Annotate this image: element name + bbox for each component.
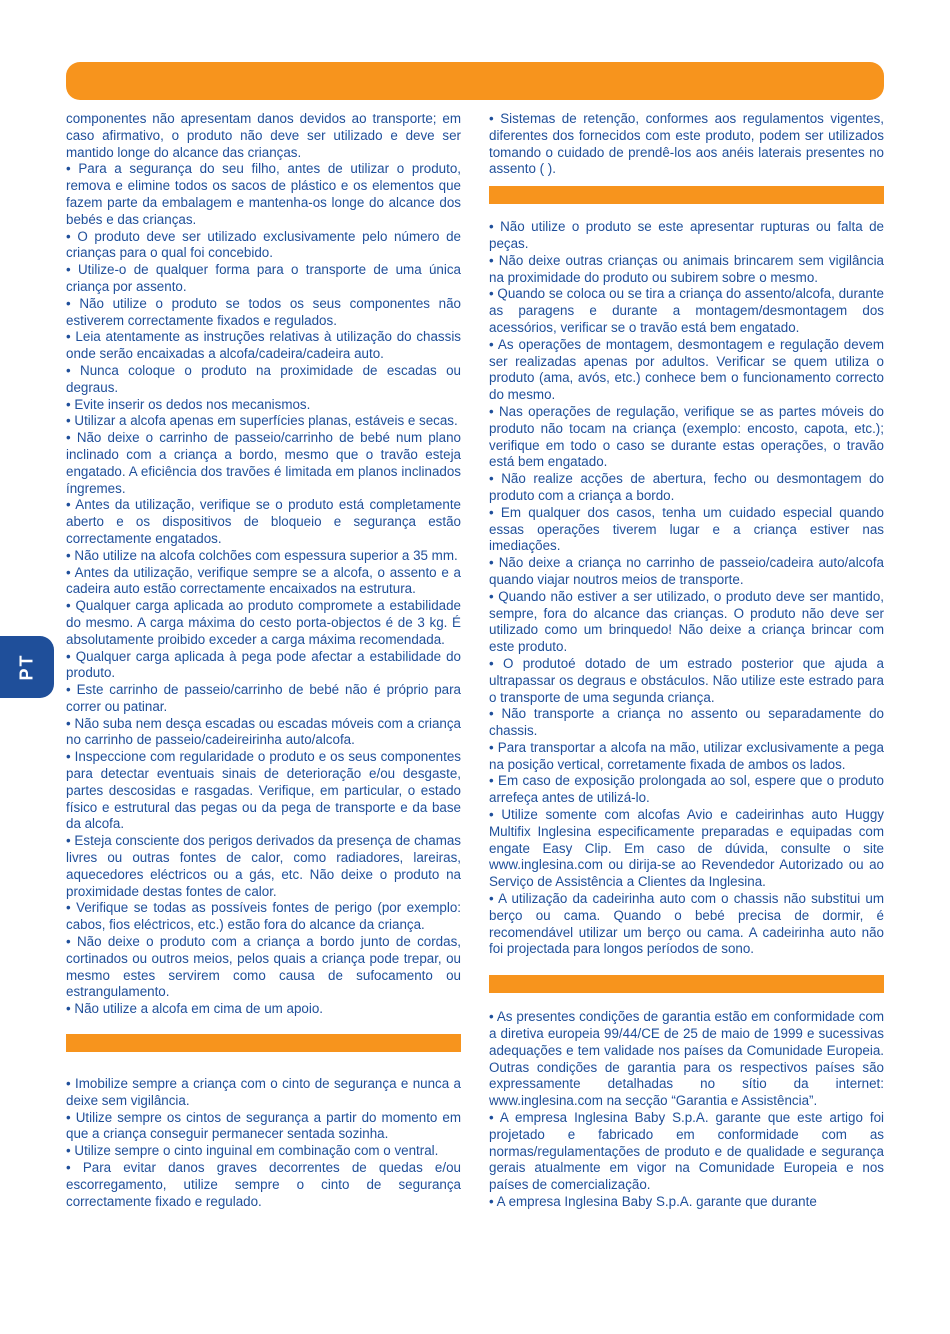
paragraph: • Utilize-o de qualquer forma para o transporte de uma única criança por assento. [66, 262, 461, 294]
paragraph: • Nas operações de regulação, verifique se as partes móveis do produto não tocam na criança (exemplo: encosto, capota, etc.); verifique em todo o caso se durante estas operações, o travão está bem engatado. [489, 403, 884, 470]
paragraph: • Evite inserir os dedos nos mecanismos. [66, 396, 311, 412]
paragraph: • Para transportar a alcofa na mão, utilizar exclusivamente a pega na posição vertical, corretamente fixada de ambos os lados. [489, 739, 884, 772]
paragraph: • Utilizar a alcofa apenas em superfícies planas, estáveis e secas. [66, 413, 458, 429]
paragraph: • Não deixe a criança no carrinho de passeio/cadeira auto/alcofa quando viajar noutros meios de transporte. [489, 555, 884, 587]
paragraph: • A utilização da cadeirinha auto com o chassis não substitui um berço ou cama. Quando o bebé precisa de dormir, é recomendável utilizar um berço ou cama. A cadeirinha auto não foi projectada para longos períodos de sono. [489, 891, 884, 957]
paragraph: • Quando não estiver a ser utilizado, o produto deve ser mantido, sempre, fora do alcance das crianças. O produto não deve ser utilizado como um brinquedo! Não deixe a criança brincar com este produto. [489, 588, 884, 655]
paragraph: • Em caso de exposição prolongada ao sol, espere que o produto arrefeça antes de utilizá-lo. [489, 773, 884, 806]
paragraph: • Inspeccione com regularidade o produto e os seus componentes para detectar eventuais sinais de deterioração e/ou desgaste, partes descosidas e rasgadas. Verifique, em particular, o estado físico e estrutural das pegas ou da pega de transporte e da base da alcofa. [66, 749, 461, 832]
left-seatbelt-paragraphs [66, 1076, 461, 1210]
header-bar [66, 62, 884, 100]
right-warranty-paragraphs [489, 1009, 884, 1211]
paragraph: • Não utilize na alcofa colchões com espessura superior a 35 mm. [66, 547, 458, 563]
paragraph: • Utilize sempre o cinto inguinal em combinação com o ventral. [66, 1143, 439, 1159]
paragraph: componentes não apresentam danos devidos ao transporte; em caso afirmativo, o produto não deve ser utilizado e deve ser mantido longe do alcance das crianças. [66, 111, 461, 160]
section-bar-warnings [489, 186, 884, 204]
paragraph: • Utilize sempre os cintos de segurança a partir do momento em que a criança conseguir permanecer sentada sozinha. [66, 1109, 461, 1142]
paragraph: • As presentes condições de garantia estão em conformidade com a diretiva europeia 99/44/CE de 25 de maio de 1999 e sucessivas adequações e tem validade nos países da Comunidade Europeia. Outras condições de garantia para os respectivos países são expressamente detalhadas no sítio da internet: www.inglesina.com na secção “Garantia e Assistência”. [489, 1009, 884, 1109]
paragraph: • Qualquer carga aplicada à pega pode afectar a estabilidade do produto. [66, 648, 461, 681]
left-column [66, 111, 461, 1210]
paragraph: • A empresa Inglesina Baby S.p.A. garante que este artigo foi projetado e fabricado em conformidade com as normas/regulamentações de produto e de qualidade e segurança gerais atualmente em vigor na Comunidade Europeia e nos países de comercialização. [489, 1110, 884, 1193]
language-tab [0, 636, 54, 698]
left-paragraphs [66, 111, 461, 1018]
right-intro-paragraphs [489, 111, 884, 178]
paragraph: • Verifique se todas as possíveis fontes de perigo (por exemplo: cabos, fios eléctricos, etc.) estão fora do alcance da criança. [66, 900, 461, 933]
paragraph: • Não suba nem desça escadas ou escadas móveis com a criança no carrinho de passeio/cadeireirinha auto/alcofa. [66, 715, 461, 748]
paragraph: • Esteja consciente dos perigos derivados da presença de chamas livres ou outras fontes de calor, como radiadores, lareiras, aquecedores eléctricos ou a gás, etc. Não deixe o produto na proximidade destas fontes de calor. [66, 833, 461, 899]
paragraph: • Em qualquer dos casos, tenha um cuidado especial quando essas operações tiverem lugar e a criança estiver nas imediações. [489, 504, 884, 554]
paragraph: • Para a segurança do seu filho, antes de utilizar o produto, remova e elimine todos os sacos de plástico e os elementos que fazem parte da embalagem e mantenha-os longe do alcance dos bebés e das crianças. [66, 161, 461, 227]
paragraph: • Quando se coloca ou se tira a criança do assento/alcofa, durante as paragens e durante a montagem/desmontagem dos acessórios, verificar se o travão está bem engatado. [489, 286, 884, 335]
paragraph: • Não realize acções de abertura, fecho ou desmontagem do produto com a criança a bordo. [489, 471, 884, 503]
right-column [489, 111, 884, 1211]
section-bar-seatbelts [66, 1034, 461, 1052]
paragraph: • Antes da utilização, verifique sempre se a alcofa, o assento e a cadeira auto estão correctamente encaixados na estrutura. [66, 564, 461, 597]
paragraph: • Não utilize a alcofa em cima de um apoio. [66, 1001, 324, 1017]
language-tab-label: PT [16, 653, 37, 681]
section-bar-warranty [489, 975, 884, 993]
paragraph: • O produtoé dotado de um estrado posterior que ajuda a ultrapassar os degraus e obstáculos. Não utilize este estrado para o transporte de uma segunda criança. [489, 655, 884, 705]
paragraph: • Imobilize sempre a criança com o cinto de segurança e nunca a deixe sem vigilância. [66, 1076, 461, 1108]
paragraph: • Qualquer carga aplicada ao produto compromete a estabilidade do mesmo. A carga máxima do cesto porta-objectos é de 3 kg. É absolutamente proibido exceder a carga máxima recomendada. [66, 598, 461, 647]
paragraph: • Não deixe o produto com a criança a bordo junto de cordas, cortinados ou outros meios, pelos quais a criança pode trepar, ou mesmo estes servirem como causa de sufocamento ou estrangulamento. [66, 934, 461, 1000]
paragraph: • Utilize somente com alcofas Avio e cadeirinhas auto Huggy Multifix Inglesina especificamente preparadas e equipadas com engate Easy Clip. Em caso de dúvida, consulte o site www.inglesina.com ou dirija-se ao Revendedor Autorizado ou ao Serviço de Assistência a Clientes da Inglesina. [489, 807, 884, 890]
paragraph: • As operações de montagem, desmontagem e regulação devem ser realizadas apenas por adultos. Verificar se quem utiliza o produto (ama, avós, etc.) conhece bem o funcionamento correcto do mesmo. [489, 336, 884, 403]
paragraph: • Para evitar danos graves decorrentes de quedas e/ou escorregamento, utilize sempre o cinto de segurança correctamente fixado e regulado. [66, 1160, 461, 1209]
paragraph: • A empresa Inglesina Baby S.p.A. garante que durante [489, 1194, 817, 1210]
paragraph: • Não deixe outras crianças ou animais brincarem sem vigilância na proximidade do produto ou subirem sobre o mesmo. [489, 252, 884, 285]
paragraph: • Não utilize o produto se este apresentar rupturas ou falta de peças. [489, 219, 884, 251]
paragraph: • Não deixe o carrinho de passeio/carrinho de bebé num plano inclinado com a criança a bordo, mesmo que o travão esteja engatado. A eficiência dos travões é limitada em planos inclinados íngremes. [66, 430, 461, 496]
paragraph: • O produto deve ser utilizado exclusivamente pelo número de crianças para o qual foi concebido. [66, 228, 461, 261]
paragraph: • Nunca coloque o produto na proximidade de escadas ou degraus. [66, 362, 461, 395]
paragraph: • Este carrinho de passeio/carrinho de bebé não é próprio para correr ou patinar. [66, 682, 461, 714]
paragraph: • Não utilize o produto se todos os seus componentes não estiverem correctamente fixados e regulados. [66, 295, 461, 328]
paragraph: • Sistemas de retenção, conformes aos regulamentos vigentes, diferentes dos fornecidos com este produto, podem ser utilizados tomando o cuidado de prendê-los aos anéis laterais presentes no assento ( ). [489, 111, 884, 177]
paragraph: • Antes da utilização, verifique se o produto está completamente aberto e os dispositivos de bloqueio e segurança estão correctamente engatados. [66, 497, 461, 546]
right-warning-paragraphs [489, 219, 884, 958]
paragraph: • Leia atentamente as instruções relativas à utilização do chassis onde serão encaixadas a alcofa/cadeira/cadeira auto. [66, 329, 461, 362]
paragraph: • Não transporte a criança no assento ou separadamente do chassis. [489, 706, 884, 739]
